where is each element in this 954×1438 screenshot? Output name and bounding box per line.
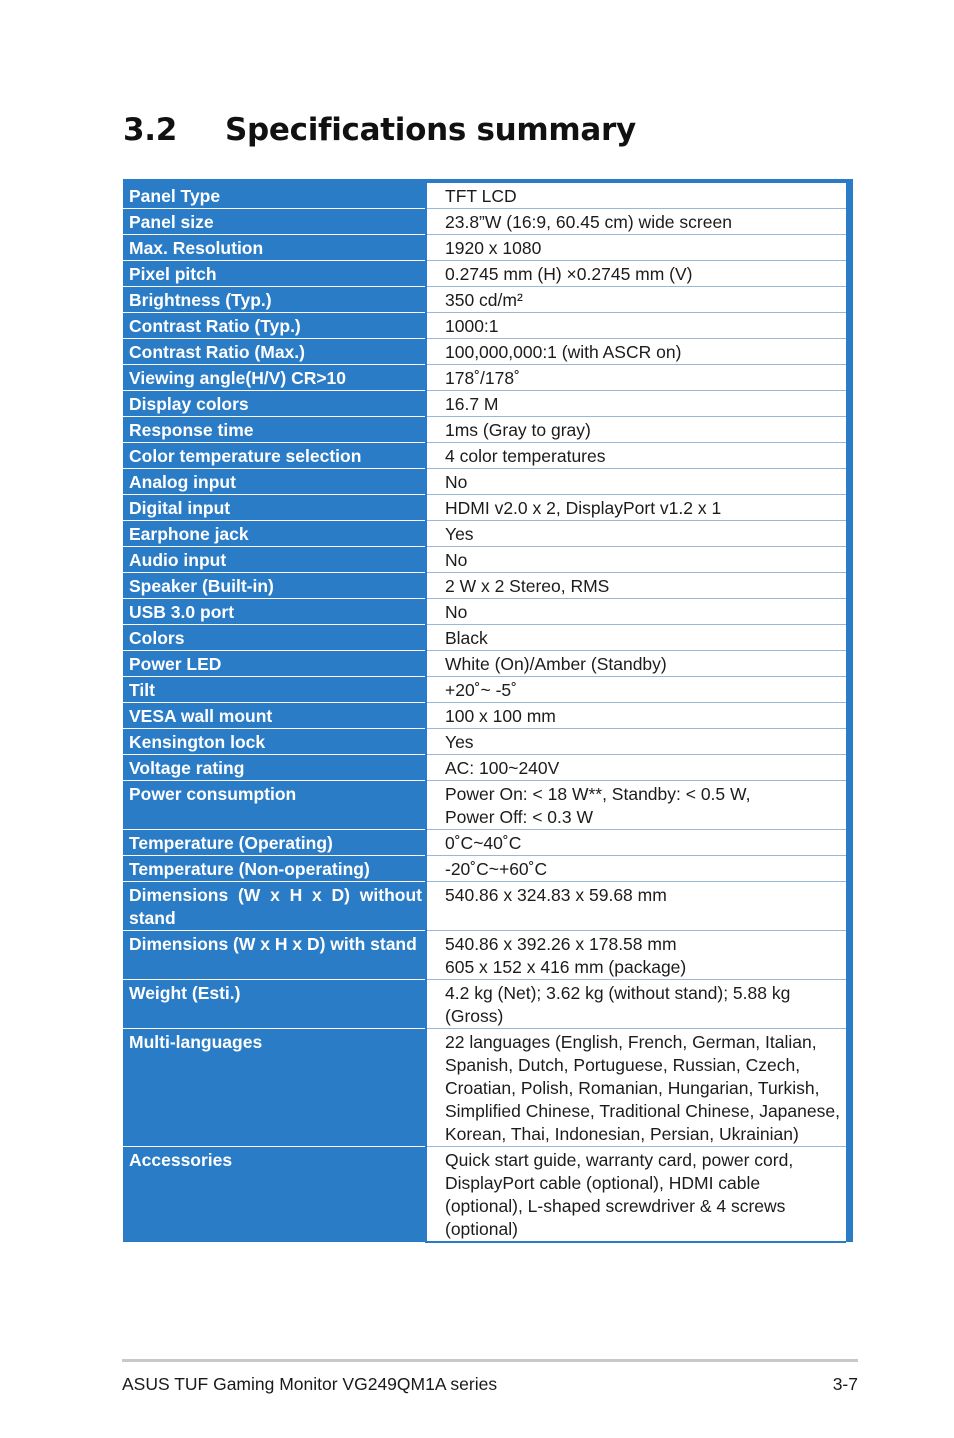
spec-value: 1ms (Gray to gray) — [426, 417, 846, 443]
section-number: 3.2 — [123, 112, 178, 148]
table-right-border — [846, 830, 853, 856]
specifications-table-body — [123, 181, 853, 1242]
spec-label: Display colors — [123, 391, 426, 417]
spec-row — [123, 365, 853, 391]
spec-row — [123, 261, 853, 287]
table-right-border — [846, 651, 853, 677]
spec-label: Voltage rating — [123, 755, 426, 781]
spec-row — [123, 931, 853, 980]
spec-row — [123, 209, 853, 235]
spec-label: Power consumption — [123, 781, 426, 830]
spec-label: Temperature (Operating) — [123, 830, 426, 856]
spec-label: Speaker (Built-in) — [123, 573, 426, 599]
spec-row — [123, 181, 853, 209]
spec-label: Power LED — [123, 651, 426, 677]
table-right-border — [846, 443, 853, 469]
table-right-border — [846, 313, 853, 339]
spec-label: Dimensions (W x H x D) with stand — [123, 931, 426, 980]
spec-value: 16.7 M — [426, 391, 846, 417]
spec-label: Tilt — [123, 677, 426, 703]
spec-value: 350 cd/m² — [426, 287, 846, 313]
spec-value: TFT LCD — [426, 181, 846, 209]
spec-label: Response time — [123, 417, 426, 443]
spec-value: Yes — [426, 729, 846, 755]
spec-label: Dimensions (W x H x D) without stand — [123, 882, 426, 931]
spec-label: Max. Resolution — [123, 235, 426, 261]
spec-value: HDMI v2.0 x 2, DisplayPort v1.2 x 1 — [426, 495, 846, 521]
spec-value: Quick start guide, warranty card, power cord, DisplayPort cable (optional), HDMI cable (optional), L-shaped screwdriver & 4 screws (optional) — [426, 1147, 846, 1243]
spec-label: Panel size — [123, 209, 426, 235]
spec-value: -20˚C~+60˚C — [426, 856, 846, 882]
table-right-border — [846, 625, 853, 651]
spec-row — [123, 830, 853, 856]
spec-label: Viewing angle(H/V) CR>10 — [123, 365, 426, 391]
spec-value: 0˚C~40˚C — [426, 830, 846, 856]
table-right-border — [846, 729, 853, 755]
spec-value: Power On: < 18 W**, Standby: < 0.5 W, Power Off: < 0.3 W — [426, 781, 846, 830]
spec-row — [123, 755, 853, 781]
table-right-border — [846, 856, 853, 882]
spec-row — [123, 417, 853, 443]
spec-row — [123, 1029, 853, 1147]
table-right-border — [846, 339, 853, 365]
spec-row — [123, 573, 853, 599]
spec-row — [123, 339, 853, 365]
spec-value: 100 x 100 mm — [426, 703, 846, 729]
spec-value: +20˚~ -5˚ — [426, 677, 846, 703]
table-right-border — [846, 261, 853, 287]
spec-label: Pixel pitch — [123, 261, 426, 287]
spec-label: Analog input — [123, 469, 426, 495]
table-right-border — [846, 391, 853, 417]
spec-label: Color temperature selection — [123, 443, 426, 469]
table-right-border — [846, 980, 853, 1029]
table-right-border — [846, 417, 853, 443]
spec-value: 178˚/178˚ — [426, 365, 846, 391]
spec-label: VESA wall mount — [123, 703, 426, 729]
table-right-border — [846, 931, 853, 980]
spec-label: Weight (Esti.) — [123, 980, 426, 1029]
spec-value: Yes — [426, 521, 846, 547]
spec-row — [123, 625, 853, 651]
spec-value: 0.2745 mm (H) ×0.2745 mm (V) — [426, 261, 846, 287]
table-right-border — [846, 703, 853, 729]
spec-value: 4 color temperatures — [426, 443, 846, 469]
spec-label: USB 3.0 port — [123, 599, 426, 625]
spec-value: 4.2 kg (Net); 3.62 kg (without stand); 5.88 kg (Gross) — [426, 980, 846, 1029]
footer-divider — [122, 1359, 858, 1362]
spec-row — [123, 495, 853, 521]
table-right-border — [846, 235, 853, 261]
spec-row — [123, 599, 853, 625]
spec-row — [123, 856, 853, 882]
spec-value: 540.86 x 324.83 x 59.68 mm — [426, 882, 846, 931]
spec-row — [123, 651, 853, 677]
table-right-border — [846, 209, 853, 235]
spec-label: Audio input — [123, 547, 426, 573]
table-right-border — [846, 495, 853, 521]
spec-value: White (On)/Amber (Standby) — [426, 651, 846, 677]
spec-value: Black — [426, 625, 846, 651]
footer-title: ASUS TUF Gaming Monitor VG249QM1A series — [122, 1374, 498, 1394]
spec-value: 100,000,000:1 (with ASCR on) — [426, 339, 846, 365]
spec-value: 1920 x 1080 — [426, 235, 846, 261]
spec-label: Panel Type — [123, 181, 426, 209]
spec-value: No — [426, 469, 846, 495]
spec-row — [123, 1147, 853, 1243]
spec-value: 2 W x 2 Stereo, RMS — [426, 573, 846, 599]
table-right-border — [846, 181, 853, 209]
spec-row — [123, 781, 853, 830]
spec-label: Accessories — [123, 1147, 426, 1243]
spec-label: Colors — [123, 625, 426, 651]
table-right-border — [846, 677, 853, 703]
spec-value: 22 languages (English, French, German, Italian, Spanish, Dutch, Portuguese, Russian, Czech, Croatian, Polish, Romanian, Hungarian, Turkish, Simplified Chinese, Traditional Chinese, Japanese, Korean, Thai, Indonesian, Persian, Ukrainian) — [426, 1029, 846, 1147]
table-right-border — [846, 1029, 853, 1147]
spec-row — [123, 443, 853, 469]
spec-row — [123, 547, 853, 573]
table-right-border — [846, 1147, 853, 1243]
spec-label: Temperature (Non-operating) — [123, 856, 426, 882]
table-right-border — [846, 573, 853, 599]
table-right-border — [846, 521, 853, 547]
table-right-border — [846, 781, 853, 830]
spec-value: AC: 100~240V — [426, 755, 846, 781]
spec-label: Contrast Ratio (Typ.) — [123, 313, 426, 339]
table-right-border — [846, 755, 853, 781]
spec-label: Multi-languages — [123, 1029, 426, 1147]
table-right-border — [846, 547, 853, 573]
spec-row — [123, 703, 853, 729]
table-right-border — [846, 469, 853, 495]
spec-row — [123, 313, 853, 339]
spec-row — [123, 391, 853, 417]
spec-row — [123, 980, 853, 1029]
spec-row — [123, 677, 853, 703]
page-number: 3-7 — [832, 1374, 858, 1394]
spec-label: Brightness (Typ.) — [123, 287, 426, 313]
spec-row — [123, 882, 853, 931]
spec-value: 540.86 x 392.26 x 178.58 mm 605 x 152 x 416 mm (package) — [426, 931, 846, 980]
table-right-border — [846, 287, 853, 313]
specifications-table — [123, 179, 853, 1243]
spec-row — [123, 235, 853, 261]
spec-value: 23.8”W (16:9, 60.45 cm) wide screen — [426, 209, 846, 235]
table-right-border — [846, 365, 853, 391]
spec-row — [123, 287, 853, 313]
spec-label: Digital input — [123, 495, 426, 521]
spec-value: 1000:1 — [426, 313, 846, 339]
section-heading — [123, 112, 636, 148]
spec-label: Kensington lock — [123, 729, 426, 755]
spec-row — [123, 469, 853, 495]
spec-row — [123, 729, 853, 755]
spec-value: No — [426, 547, 846, 573]
section-title: Specifications summary — [225, 112, 636, 148]
table-right-border — [846, 599, 853, 625]
spec-label: Earphone jack — [123, 521, 426, 547]
table-right-border — [846, 882, 853, 931]
spec-label: Contrast Ratio (Max.) — [123, 339, 426, 365]
spec-row — [123, 521, 853, 547]
spec-value: No — [426, 599, 846, 625]
